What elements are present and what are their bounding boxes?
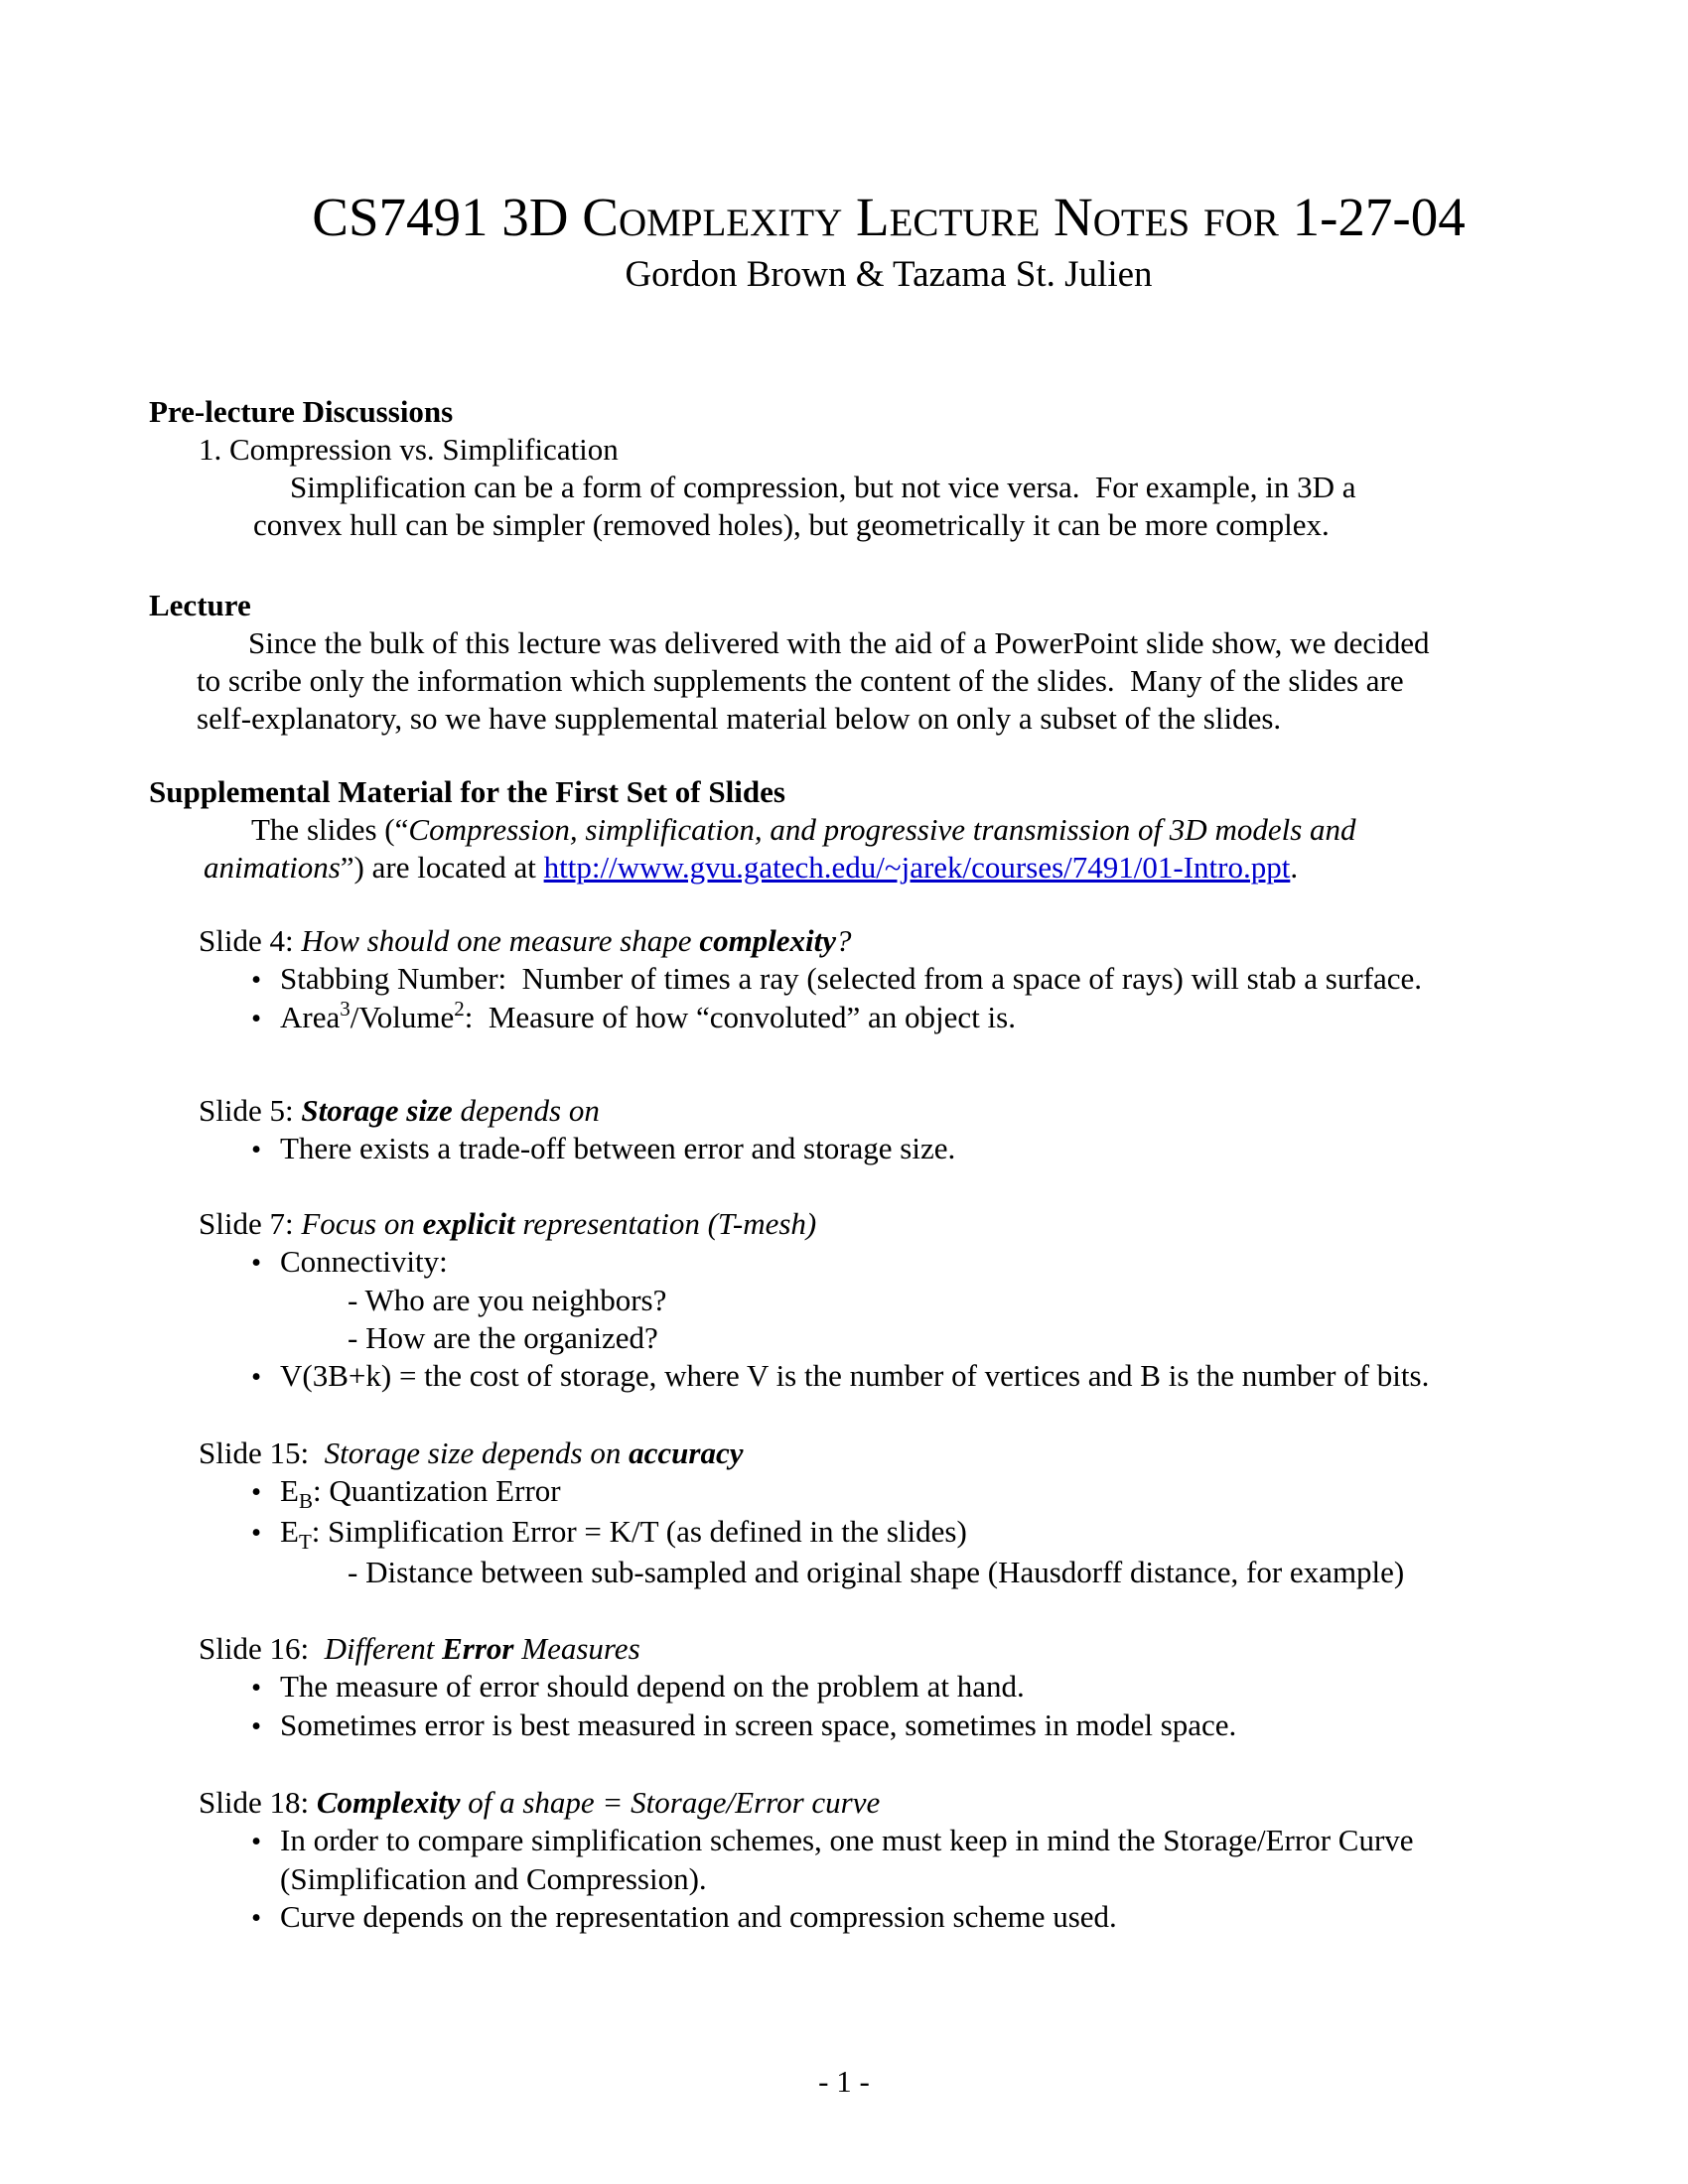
slide4-title: How should one measure shape — [301, 923, 700, 958]
supplemental-text: The slides (“ — [251, 812, 409, 847]
lecture-paragraph-line-1: Since the bulk of this lecture was delivered with the aid of a PowerPoint slide show, we decided — [248, 625, 1430, 660]
bullet-item-stabbing-number — [149, 960, 1628, 999]
bullet-item-storage-error-curve — [149, 1822, 1628, 1860]
bullet-icon: • — [251, 1672, 262, 1704]
slide5-label: Slide 5: — [199, 1093, 302, 1128]
slide4-title-emphasis: complexity — [699, 923, 837, 958]
superscript-2: 2 — [454, 997, 465, 1021]
bullet-text: : Simplification Error = K/T (as defined in the slides) — [311, 1514, 967, 1549]
bullet-text: /Volume — [350, 1000, 455, 1034]
page-number: - 1 - — [818, 2064, 870, 2099]
supplemental-paragraph-line-2 — [149, 849, 1628, 887]
bullet-item-curve-depends — [149, 1898, 1628, 1937]
slide15-title: Storage size depends on — [324, 1435, 630, 1470]
sub-item-neighbors: - Who are you neighbors? — [348, 1283, 667, 1317]
lecture-paragraph-line-3: self-explanatory, so we have supplemental material below on only a subset of the slides. — [197, 701, 1282, 736]
slide7-title: Focus on — [301, 1206, 423, 1241]
section-heading-lecture: Lecture — [149, 588, 251, 622]
page-title: CS7491 3D Complexity Lecture Notes for 1-27-04 — [312, 187, 1466, 247]
bullet-text: There exists a trade-off between error and storage size. — [280, 1131, 956, 1165]
sub-item-hausdorff: - Distance between sub-sampled and original shape (Hausdorff distance, for example) — [348, 1555, 1405, 1589]
bullet-text: V(3B+k) = the cost of storage, where V is the number of vertices and B is the number of bits. — [280, 1358, 1430, 1393]
bullet-item-screen-vs-model-space — [149, 1706, 1628, 1745]
slide-deck-title-part2: animations — [204, 850, 341, 885]
bullet-text: Connectivity: — [280, 1244, 448, 1279]
slide4-label: Slide 4: — [199, 923, 302, 958]
bullet-item-storage-cost — [149, 1357, 1628, 1396]
bullet-text: : Quantization Error — [312, 1473, 561, 1508]
bullet-text: Stabbing Number: Number of times a ray (selected from a space of rays) will stab a surface. — [280, 961, 1423, 996]
slide18-label: Slide 18: — [199, 1785, 317, 1820]
slide15-title-emphasis: accuracy — [629, 1435, 744, 1470]
lecture-paragraph-line-2: to scribe only the information which supplements the content of the slides. Many of the slides are — [197, 663, 1404, 698]
bullet-item-connectivity — [149, 1243, 1628, 1282]
bullet-icon: • — [251, 1247, 262, 1279]
bullet-icon: • — [251, 1826, 262, 1857]
slide7-title-emphasis: explicit — [422, 1206, 515, 1241]
slide5-title-emphasis: Storage size — [301, 1093, 453, 1128]
bullet-icon: • — [251, 1003, 262, 1034]
slide18-title-emphasis: Complexity — [316, 1785, 461, 1820]
slide16-title: Different — [324, 1631, 443, 1666]
bullet-text: The measure of error should depend on the problem at hand. — [280, 1669, 1025, 1704]
subscript-B: B — [298, 1489, 313, 1513]
slide4-heading — [149, 922, 1628, 960]
bullet-item-tradeoff — [149, 1130, 1628, 1168]
bullet-item-area-volume — [149, 999, 1628, 1039]
document-content — [149, 0, 1628, 1937]
slide15-label: Slide 15: — [199, 1435, 325, 1470]
bullet-icon: • — [251, 1476, 262, 1508]
slide7-title-end: representation (T-mesh) — [514, 1206, 817, 1241]
subscript-T: T — [298, 1530, 312, 1554]
slide15-heading — [149, 1434, 1628, 1472]
slide16-label: Slide 16: — [199, 1631, 325, 1666]
section-heading-supplemental: Supplemental Material for the First Set of Slides — [149, 774, 785, 809]
bullet-icon: • — [251, 964, 262, 996]
bullet-text: In order to compare simplification schemes, one must keep in mind the Storage/Error Curve — [280, 1823, 1414, 1857]
sentence-period: . — [1290, 850, 1299, 885]
bullet-icon: • — [251, 1902, 262, 1934]
slide16-title-emphasis: Error — [442, 1631, 514, 1666]
bullet-icon: • — [251, 1517, 262, 1549]
superscript-3: 3 — [340, 997, 351, 1021]
bullet-text: Area — [280, 1000, 341, 1034]
supplemental-paragraph-line-1 — [149, 811, 1628, 849]
slides-hyperlink[interactable]: http://www.gvu.gatech.edu/~jarek/courses/7491/01-Intro.ppt — [543, 850, 1291, 885]
bullet-icon: • — [251, 1361, 262, 1393]
slide18-heading — [149, 1784, 1628, 1822]
bullet-text: : Measure of how “convoluted” an object is. — [464, 1000, 1016, 1034]
prelecture-paragraph-line-1: Simplification can be a form of compression, but not vice versa. For example, in 3D a — [290, 470, 1356, 504]
bullet-item-storage-error-curve-cont: (Simplification and Compression). — [280, 1861, 707, 1896]
slide16-heading — [149, 1630, 1628, 1668]
bullet-item-error-measure-problem — [149, 1668, 1628, 1706]
slide7-heading — [149, 1205, 1628, 1243]
bullet-text: Curve depends on the representation and compression scheme used. — [280, 1899, 1117, 1934]
sub-item-organized: - How are the organized? — [348, 1320, 658, 1355]
slide5-title: depends on — [452, 1093, 600, 1128]
slide16-title-end: Measures — [513, 1631, 640, 1666]
slide4-title-end: ? — [836, 923, 852, 958]
bullet-item-simplification-error — [149, 1513, 1628, 1554]
slide5-heading — [149, 1092, 1628, 1130]
numbered-item-compression-vs-simplification: 1. Compression vs. Simplification — [199, 432, 619, 467]
bullet-text: E — [280, 1514, 299, 1549]
bullet-text: E — [280, 1473, 299, 1508]
bullet-item-quantization-error — [149, 1472, 1628, 1513]
bullet-icon: • — [251, 1134, 262, 1165]
slide18-title: of a shape = Storage/Error curve — [460, 1785, 881, 1820]
slide-deck-title-part1: Compression, simplification, and progressive transmission of 3D models and — [408, 812, 1356, 847]
slide7-label: Slide 7: — [199, 1206, 302, 1241]
bullet-icon: • — [251, 1710, 262, 1742]
section-heading-prelecture: Pre-lecture Discussions — [149, 394, 454, 429]
prelecture-paragraph-line-2: convex hull can be simpler (removed holes), but geometrically it can be more complex. — [253, 507, 1330, 542]
supplemental-text: ”) are located at — [340, 850, 544, 885]
bullet-text: Sometimes error is best measured in screen space, sometimes in model space. — [280, 1707, 1237, 1742]
authors-line: Gordon Brown & Tazama St. Julien — [625, 254, 1153, 295]
